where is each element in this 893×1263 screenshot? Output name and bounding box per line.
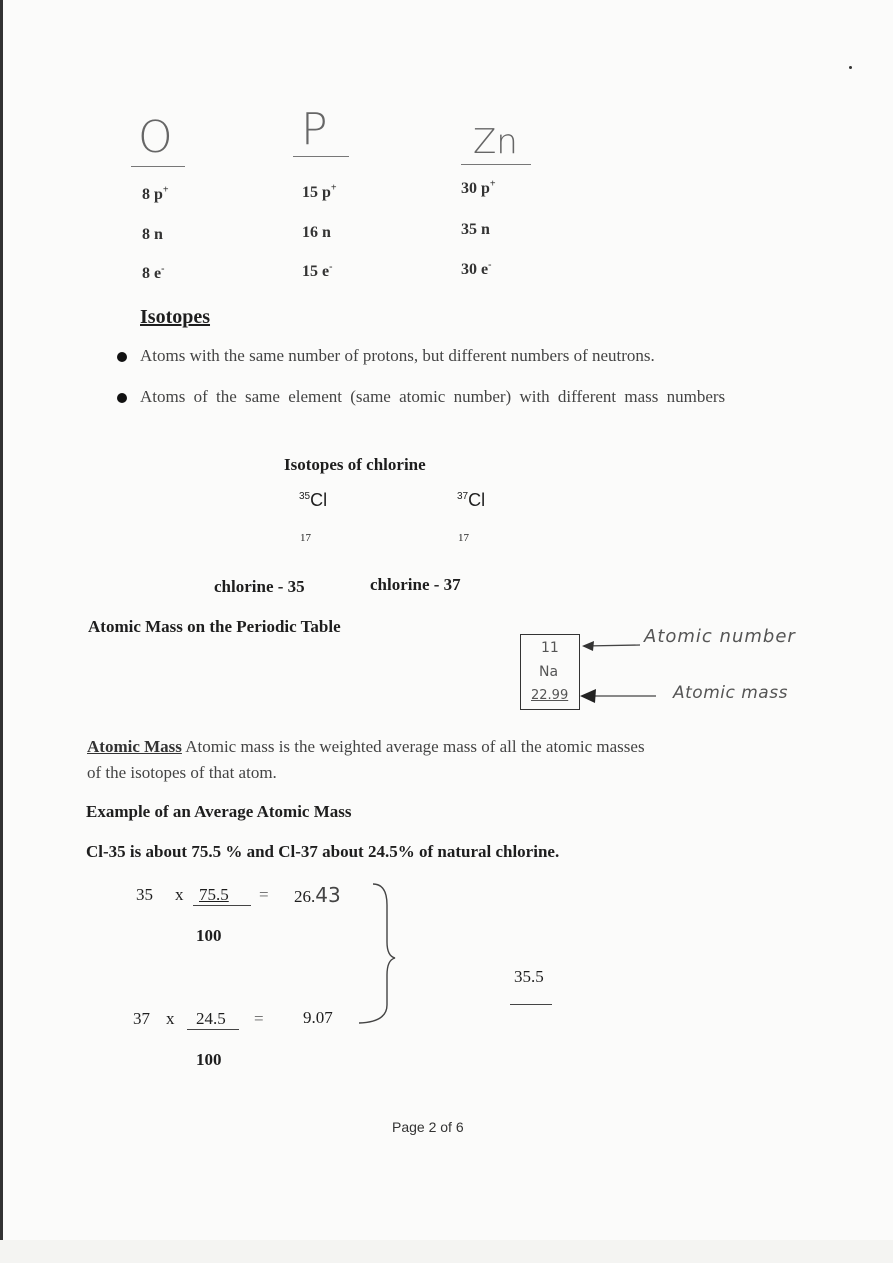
box-atomic-number: 11 — [541, 640, 559, 656]
symbol-underline — [461, 164, 531, 165]
periodic-element-box — [520, 634, 580, 710]
fraction-bar — [187, 1029, 239, 1030]
chlorine-title: Isotopes of chlorine — [284, 455, 426, 474]
calc2-denominator: 100 — [196, 1050, 222, 1069]
cl35-atomic-number: 17 — [300, 532, 311, 544]
calc2-equals: = — [254, 1009, 264, 1028]
p-electrons: 15 e- — [302, 261, 333, 280]
calc1-percent: 75.5 — [199, 885, 229, 904]
p-protons: 15 p+ — [302, 182, 337, 201]
p-neutrons: 16 n — [302, 224, 331, 241]
zn-protons: 30 p+ — [461, 178, 496, 197]
o-electrons: 8 e- — [142, 263, 165, 282]
result-underline — [510, 1004, 552, 1005]
example-statement: Cl-35 is about 75.5 % and Cl-37 about 24.5% of natural chlorine. — [86, 842, 560, 861]
atomic-number-label: Atomic number — [644, 626, 796, 647]
periodic-heading: Atomic Mass on the Periodic Table — [88, 617, 341, 636]
element-symbol-o: O — [138, 112, 173, 163]
bullet-icon — [117, 352, 127, 362]
calc1-denominator: 100 — [196, 926, 222, 945]
cl35-symbol: $^{35}$Cl — [299, 490, 328, 510]
fraction-bar — [193, 905, 251, 906]
cl37-name: chlorine - 37 — [370, 575, 461, 594]
calc1-result: 26.43 — [294, 883, 341, 907]
bullet-icon — [117, 393, 127, 403]
zn-neutrons: 35 n — [461, 221, 490, 238]
average-result: 35.5 — [514, 967, 544, 986]
element-symbol-zn: Zn — [473, 122, 518, 162]
isotope-bullet-1: Atoms with the same number of protons, but different numbers of neutrons. — [140, 346, 655, 365]
calc2-factor: 37 — [133, 1009, 150, 1028]
example-heading: Example of an Average Atomic Mass — [86, 802, 352, 821]
calc1-equals: = — [259, 885, 269, 904]
calc1-times: x — [175, 885, 184, 904]
definition-line-2: of the isotopes of that atom. — [87, 763, 277, 782]
box-atomic-mass: 22.99 — [531, 688, 569, 703]
brace-icon — [355, 880, 400, 1030]
symbol-underline — [131, 166, 185, 167]
atomic-mass-label: Atomic mass — [673, 683, 788, 703]
cl35-name: chlorine - 35 — [214, 577, 305, 596]
isotopes-heading: Isotopes — [140, 306, 211, 328]
element-symbol-p: P — [301, 104, 328, 155]
calc2-result: 9.07 — [303, 1008, 333, 1027]
isotope-bullet-2: Atoms of the same element (same atomic number) with different mass numbers — [140, 387, 726, 406]
arrow-annotations — [578, 640, 658, 710]
o-neutrons: 8 n — [142, 226, 163, 243]
scan-speck — [849, 66, 852, 69]
calc2-percent: 24.5 — [196, 1009, 226, 1028]
definition-line-1: Atomic Mass Atomic mass is the weighted average mass of all the atomic masses — [87, 737, 645, 756]
o-protons: 8 p+ — [142, 184, 169, 203]
cl37-atomic-number: 17 — [458, 532, 469, 544]
box-symbol: Na — [539, 664, 559, 680]
page-number: Page 2 of 6 — [392, 1119, 464, 1135]
calc2-times: x — [166, 1009, 175, 1028]
cl37-symbol: $^{37}$Cl — [457, 490, 486, 510]
calc1-factor: 35 — [136, 885, 153, 904]
symbol-underline — [293, 156, 349, 157]
zn-electrons: 30 e- — [461, 259, 492, 278]
